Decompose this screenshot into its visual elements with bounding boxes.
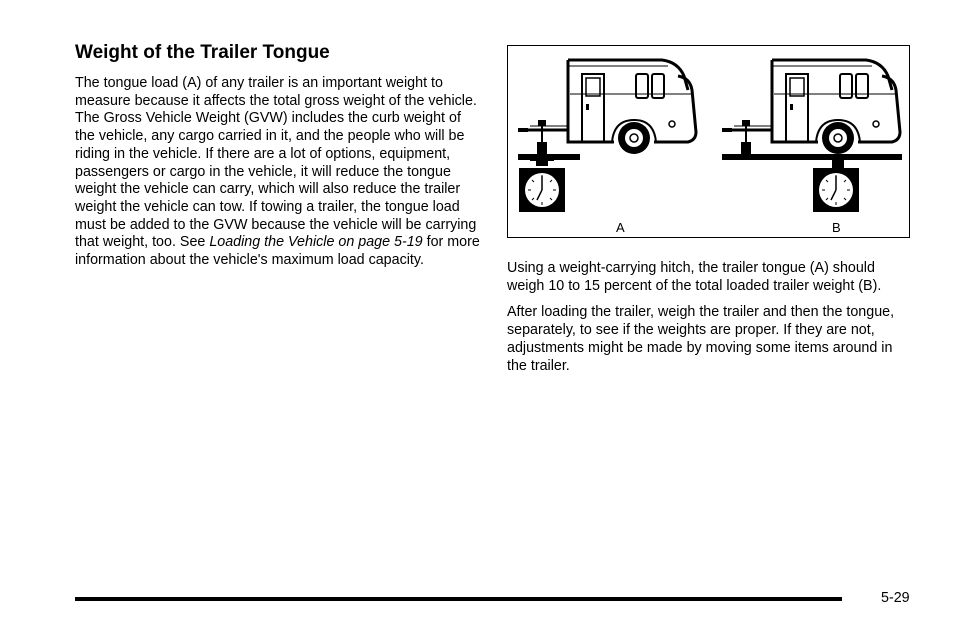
- body-paragraph: [75, 75, 480, 270]
- page-number: 5-29: [881, 590, 910, 606]
- weigh-procedure-paragraph: After loading the trailer, weigh the trailer and then the tongue, separately, to see if the weights are proper. If they are not, adjustments might be made by moving some items around in the trailer.: [507, 304, 895, 374]
- trailer-b-drawing: [722, 60, 902, 212]
- paragraph-text-start: The tongue load (A) of any trailer is an important weight to measure because it affects the total gross weight of the vehicle. The Gross Vehicle Weight (GVW) includes the curb weight of the vehicle, any cargo carried in it, and the people who will be riding in the vehicle. If there are a lot of options, equipment, passengers or cargo in the vehicle, it will reduce the tongue weight the vehicle can carry, which will also reduce the trailer weight the vehicle can tow. If towing a trailer, the tongue load must be added to the GVW because the vehicle will be carrying that weight, too. See: [75, 75, 477, 251]
- paragraph-text-end: for more information about the vehicle's maximum load capacity.: [75, 234, 480, 269]
- figure-label-b: B: [832, 220, 841, 235]
- figure-label-a: A: [616, 220, 625, 235]
- left-column: [75, 40, 480, 279]
- tongue-weight-paragraph: Using a weight-carrying hitch, the trailer tongue (A) should weigh 10 to 15 percent of the total loaded trailer weight (B).: [507, 260, 882, 294]
- right-column: [507, 45, 912, 384]
- trailer-a-drawing: [518, 60, 696, 212]
- cross-reference-link[interactable]: Loading the Vehicle on page 5-19: [209, 234, 423, 251]
- right-column-text: [507, 260, 912, 375]
- section-heading: Weight of the Trailer Tongue: [75, 42, 330, 63]
- trailer-drawing: [508, 46, 908, 236]
- footer-rule: [75, 597, 842, 601]
- trailer-weighing-illustration: [507, 45, 910, 238]
